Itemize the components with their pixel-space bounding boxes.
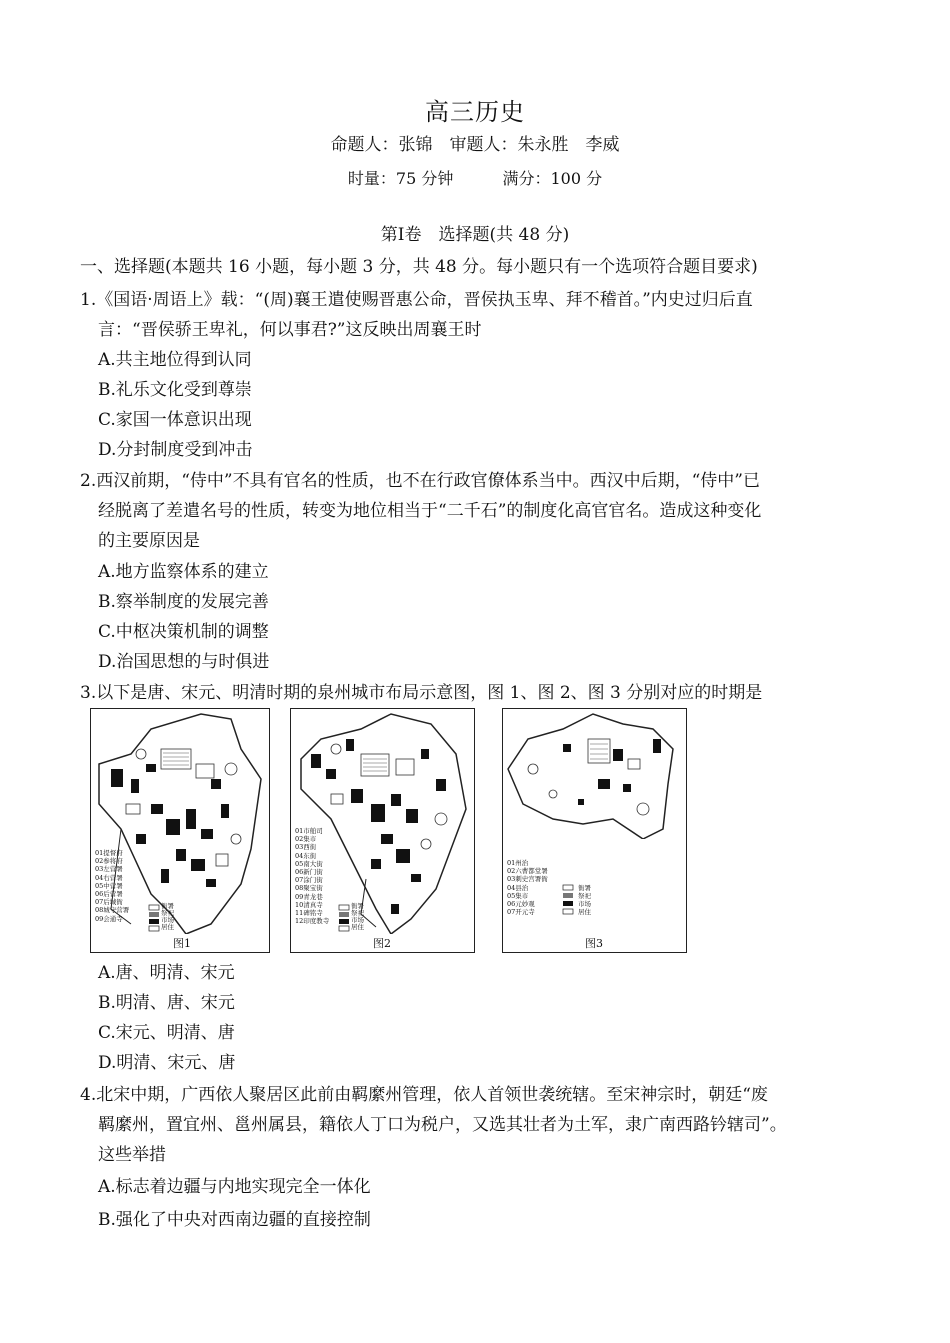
legend-item: 07开元寺 — [507, 908, 535, 917]
q4-option-a: A.标志着边疆与内地实现完全一体化 — [98, 1177, 371, 1197]
q4-stem-line-2: 羁縻州，置宜州、邕州属县，籍依人丁口为税户，又选其壮者为土军，隶广南西路钤辖司”。 — [98, 1115, 787, 1135]
q4-stem-line-3: 这些举措 — [98, 1145, 166, 1165]
key-item: 居住 — [578, 908, 591, 916]
q1-stem-line-1: 1.《国语·周语上》载：“(周)襄王遣使赐晋惠公命，晋侯执玉卑、拜不稽首。”内史过归后直 — [80, 290, 753, 310]
key-item: 祭祀 — [351, 909, 364, 917]
figure-3-key — [578, 884, 591, 916]
legend-item: 04东街 — [295, 851, 317, 860]
key-item: 市场 — [161, 916, 174, 924]
figure-3-legend — [507, 859, 548, 916]
legend-item: 01州治 — [507, 859, 529, 867]
q2-stem-line-1: 2.西汉前期，“侍中”不具有官名的性质，也不在行政官僚体系当中。西汉中后期，“侍中”已 — [80, 471, 760, 491]
section-heading: 第Ⅰ卷 选择题(共 48 分) — [380, 225, 570, 245]
key-item: 居住 — [351, 923, 364, 931]
figure-3-map — [502, 708, 687, 953]
legend-item: 05南大街 — [295, 859, 323, 868]
legend-item: 02参将府 — [95, 857, 123, 866]
q2-option-d: D.治国思想的与时俱进 — [98, 652, 270, 672]
q1-option-c: C.家国一体意识出现 — [98, 410, 252, 430]
q2-option-c: C.中枢决策机制的调整 — [98, 622, 269, 642]
key-item: 衙署 — [578, 884, 591, 892]
legend-item: 07涂门街 — [295, 876, 323, 885]
q3-option-b: B.明清、唐、宋元 — [98, 993, 235, 1013]
legend-item: 03左营署 — [95, 865, 123, 874]
city-layout-figures — [90, 708, 690, 953]
legend-item: 10清真寺 — [295, 900, 323, 909]
key-item: 衙署 — [161, 902, 174, 910]
legend-item: 12印度教寺 — [295, 917, 330, 926]
q2-stem-line-3: 的主要原因是 — [98, 531, 200, 551]
legend-item: 06元妙观 — [507, 900, 535, 909]
figure-2-map — [290, 708, 475, 953]
q1-option-a: A.共主地位得到认同 — [98, 350, 252, 370]
section-instruction: 一、选择题(本题共 16 小题，每小题 3 分，共 48 分。每小题只有一个选项符合题目要求) — [80, 257, 758, 277]
legend-item: 05集市 — [507, 891, 529, 900]
figure-1-caption: 图1 — [173, 937, 191, 950]
figure-1-key — [161, 903, 174, 931]
figure-2-legend — [295, 827, 329, 925]
legend-item: 11碑铭寺 — [295, 909, 323, 918]
figure-2-key — [351, 903, 364, 931]
q1-option-b: B.礼乐文化受到尊崇 — [98, 380, 252, 400]
key-item: 衙署 — [351, 902, 364, 910]
figure-1-map — [90, 708, 270, 953]
legend-item: 03刺史宫署衙 — [507, 875, 548, 884]
q2-stem-line-2: 经脱离了差遣名号的性质，转变为地位相当于“二千石”的制度化高官官名。造成这种变化 — [98, 501, 762, 521]
legend-item: 01市舶司 — [295, 827, 323, 835]
legend-item: 08聚宝街 — [295, 884, 323, 893]
key-item: 祭祀 — [161, 909, 174, 917]
figure-3-drawing — [503, 709, 685, 839]
legend-item: 02集市 — [295, 835, 317, 844]
page-title: 高三历史 — [425, 98, 525, 126]
key-item: 市场 — [351, 916, 364, 924]
q2-option-a: A.地方监察体系的建立 — [98, 562, 269, 582]
figure-2-caption: 图2 — [373, 937, 391, 950]
q1-stem-line-2: 言：“晋侯骄王卑礼，何以事君?”这反映出周襄王时 — [98, 320, 482, 340]
exam-total-score: 满分：100 分 — [502, 169, 603, 188]
legend-item: 04右营署 — [95, 873, 123, 882]
time-score-line — [0, 166, 950, 189]
legend-item: 01提督府 — [95, 849, 123, 857]
q3-option-a: A.唐、明清、宋元 — [98, 963, 235, 983]
legend-item: 06新门街 — [295, 868, 323, 877]
q3-option-d: D.明清、宋元、唐 — [98, 1053, 236, 1073]
q4-stem-line-1: 4.北宋中期，广西依人聚居区此前由羁縻州管理，依人首领世袭统辖。至宋神宗时，朝廷“废 — [80, 1085, 768, 1105]
q3-option-c: C.宋元、明清、唐 — [98, 1023, 235, 1043]
key-item: 市场 — [578, 900, 591, 908]
legend-item: 06后营署 — [95, 890, 123, 899]
figure-3-caption: 图3 — [585, 937, 603, 950]
legend-item: 05中营署 — [95, 881, 123, 890]
figure-1-legend — [95, 849, 129, 923]
legend-item: 03西街 — [295, 843, 317, 852]
legend-item: 09会通寺 — [95, 914, 123, 923]
legend-item: 04县治 — [507, 883, 529, 892]
legend-item: 02六曹都堂署 — [507, 867, 548, 876]
legend-item: 07后城衙 — [95, 898, 123, 907]
authors-line: 命题人：张锦 审题人：朱永胜 李威 — [330, 135, 620, 155]
q1-option-d: D.分封制度受到冲击 — [98, 440, 253, 460]
key-item: 祭祀 — [578, 892, 591, 900]
q3-stem-line-1: 3.以下是唐、宋元、明清时期的泉州城市布局示意图，图 1、图 2、图 3 分别对应的时期是 — [80, 683, 763, 703]
key-item: 居住 — [161, 923, 174, 931]
legend-item: 08城守营署 — [95, 906, 130, 915]
legend-item: 09青龙巷 — [295, 892, 323, 901]
q2-option-b: B.察举制度的发展完善 — [98, 592, 269, 612]
exam-duration: 时量：75 分钟 — [347, 169, 454, 188]
q4-option-b: B.强化了中央对西南边疆的直接控制 — [98, 1210, 371, 1230]
